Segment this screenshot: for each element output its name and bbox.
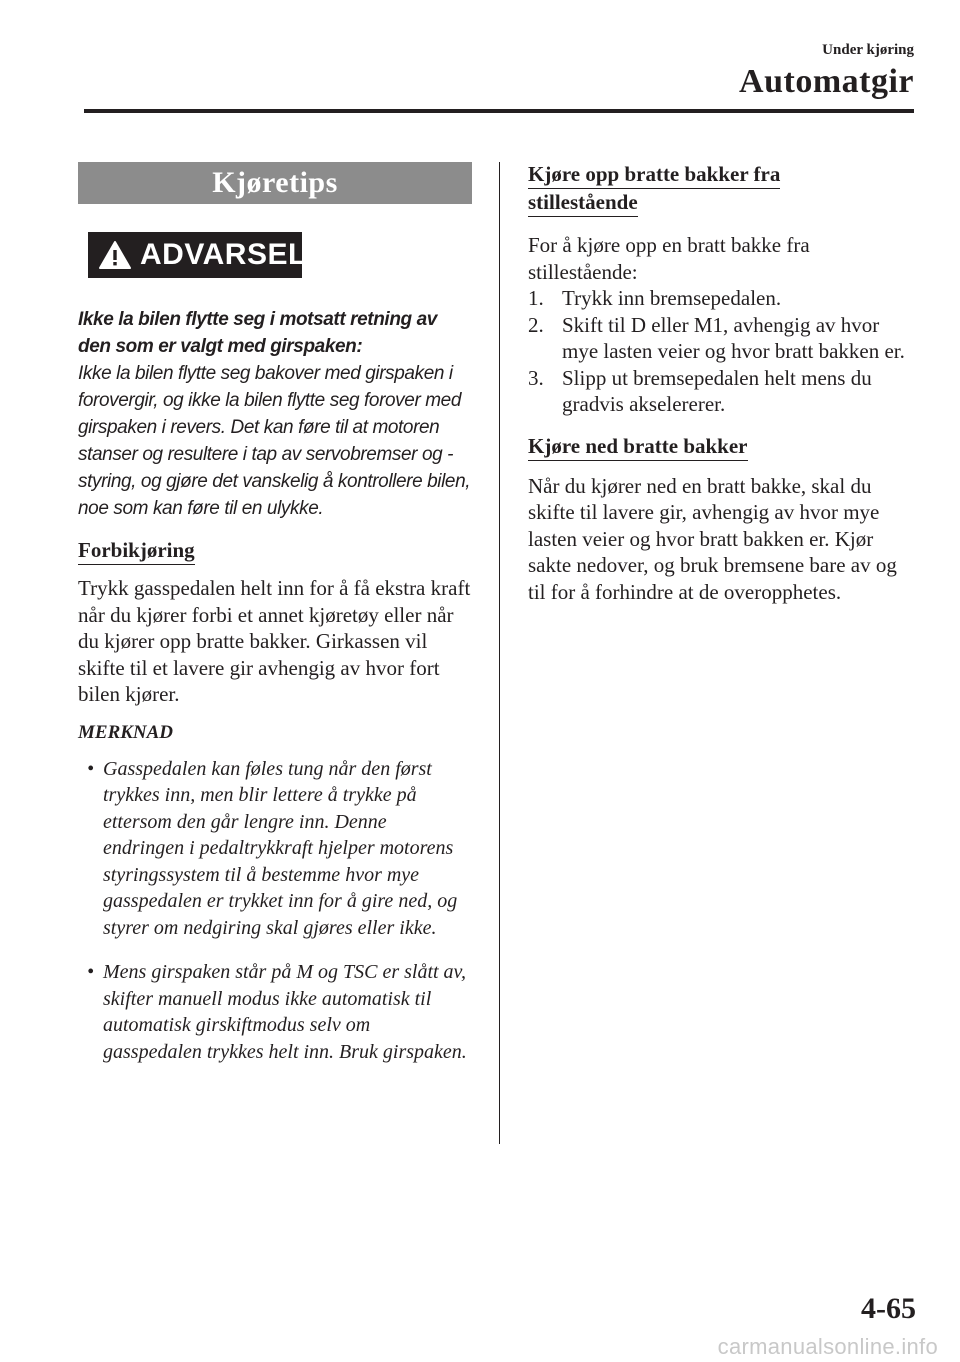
page-number: 4-65 xyxy=(861,1292,916,1325)
step-text: Trykk inn bremsepedalen. xyxy=(562,286,782,310)
section-title: Automatgir xyxy=(739,63,914,100)
warning-label: ADVARSEL xyxy=(140,238,307,271)
warning-badge xyxy=(88,232,307,278)
page-header xyxy=(739,40,914,102)
step-item xyxy=(528,285,914,312)
warning-lead: Ikke la bilen flytte seg i motsatt retning av den som er valgt med girspaken: xyxy=(78,309,437,357)
note-item xyxy=(78,756,472,942)
downhill-heading: Kjøre ned bratte bakker xyxy=(528,434,748,461)
step-item xyxy=(528,312,914,365)
watermark: carmanualsonline.info xyxy=(717,1334,938,1359)
step-item xyxy=(528,365,914,418)
step-number: 3. xyxy=(528,365,544,390)
header-rule xyxy=(84,109,914,113)
chapter-title: Under kjøring xyxy=(822,42,914,58)
note-item xyxy=(78,959,472,1065)
note-text: Gasspedalen kan føles tung når den først trykkes inn, men blir lettere å trykke på ettersom den går lengre inn. Denne endringen i pedaltrykkraft hjelper motorens styringssystem til å bestemme hvor mye gasspedalen er trykket inn for å gire ned, og styrer om nedgiring skal gjøres eller ikke. xyxy=(103,757,458,939)
section-title-bar: Kjøretips xyxy=(78,162,472,204)
uphill-intro: For å kjøre opp en bratt bakke fra stillestående: xyxy=(528,233,810,284)
step-text: Slipp ut bremsepedalen helt mens du gradvis akselererer. xyxy=(562,365,872,416)
uphill-heading-line1: Kjøre opp bratte bakker fra xyxy=(528,162,780,189)
warning-triangle-icon xyxy=(98,240,132,270)
downhill-text: Når du kjører ned en bratt bakke, skal du skifte til lavere gir, avhengig av hvor mye lasten veier og hvor bratt bakken er. Kjør sakte nedover, og bruk bremsene bare av og til for å forhindre at de overopphetes. xyxy=(528,473,897,604)
step-text: Skift til D eller M1, avhengig av hvor mye lasten veier og hvor bratt bakken er. xyxy=(562,312,905,363)
bullet-icon: • xyxy=(87,757,95,780)
step-number: 1. xyxy=(528,286,544,310)
overtaking-text: Trykk gasspedalen helt inn for å få ekstra kraft når du kjører forbi et annet kjøretøy eller når du kjører opp bratte bakker. Girkassen vil skifte til et lavere gir avhengig av hvor fort bilen kjører. xyxy=(78,576,471,706)
bullet-icon: • xyxy=(87,961,95,983)
uphill-heading-line2: stillestående xyxy=(528,190,638,217)
step-number: 2. xyxy=(528,312,544,337)
left-column xyxy=(78,162,472,1065)
column-divider xyxy=(499,162,500,1144)
warning-body: Ikke la bilen flytte seg bakover med girspaken i forovergir, og ikke la bilen flytte seg forover med girspaken i revers. Det kan føre til at motoren stanser og resultere i tap av servobremser og -styring, og gjøre det vanskelig å kontrollere bilen, noe som kan føre til en ulykke. xyxy=(78,363,471,519)
overtaking-heading: Forbikjøring xyxy=(78,538,195,565)
note-text: Mens girspaken står på M og TSC er slått av, skifter manuell modus ikke automatisk til automatisk girskiftmodus selv om gasspedalen trykkes helt inn. Bruk girspaken. xyxy=(103,961,467,1063)
note-label: MERKNAD xyxy=(78,721,174,743)
right-column xyxy=(528,162,914,605)
